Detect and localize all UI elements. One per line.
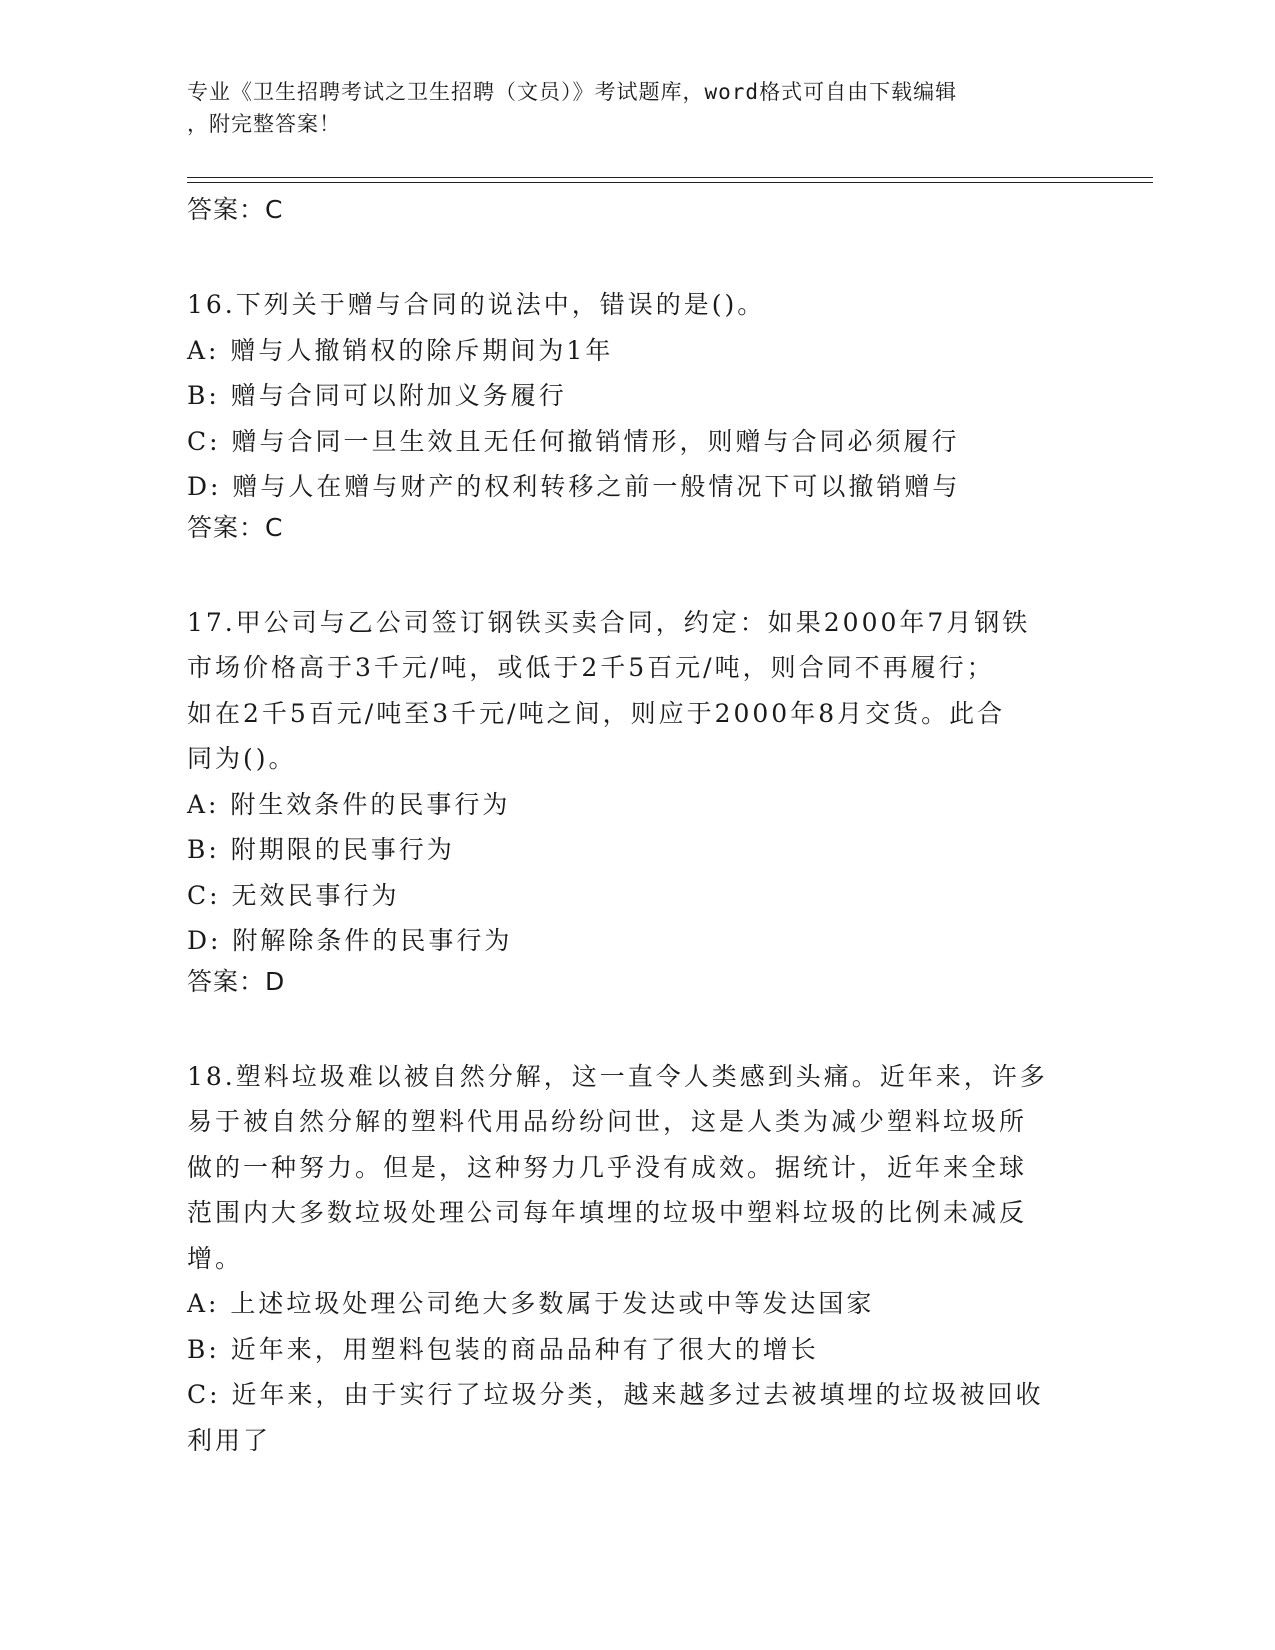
question-text: 做的一种努力。但是，这种努力几乎没有成效。据统计，近年来全球	[187, 1152, 1028, 1182]
option-b: B: 赠与合同可以附加义务履行	[187, 381, 567, 410]
spacer	[187, 1000, 1087, 1054]
option-b: B: 附期限的民事行为	[187, 835, 455, 864]
option-d: D: 附解除条件的民事行为	[187, 926, 513, 955]
question-text: 范围内大多数垃圾处理公司每年填埋的垃圾中塑料垃圾的比例未减反	[187, 1198, 1028, 1227]
spacer	[187, 546, 1087, 600]
question-text: 增。	[187, 1243, 244, 1273]
spacer	[187, 228, 1087, 282]
option-b: B: 近年来，用塑料包装的商品品种有了很大的增长	[187, 1334, 819, 1364]
header-line-2: ，附完整答案！	[187, 112, 341, 136]
answer-label: 答案：C	[187, 512, 284, 542]
header-rule-bottom	[187, 182, 1153, 183]
question-text: 市场价格高于3千元/吨，或低于2千5百元/吨，则合同不再履行；	[187, 653, 995, 682]
question-18	[187, 1054, 1087, 1464]
option-a: A: 附生效条件的民事行为	[187, 789, 511, 819]
question-text: 易于被自然分解的塑料代用品纷纷问世，这是人类为减少塑料垃圾所	[187, 1107, 1028, 1136]
answer-label: 答案：C	[187, 195, 284, 224]
option-d: D: 赠与人在赠与财产的权利转移之前一般情况下可以撤销赠与	[187, 472, 961, 501]
header-rule-top	[187, 177, 1153, 178]
question-17	[187, 600, 1087, 1000]
question-text: 16.下列关于赠与合同的说法中，错误的是()。	[187, 290, 766, 319]
question-text: 17.甲公司与乙公司签订钢铁买卖合同，约定：如果2000年7月钢铁	[187, 607, 1031, 637]
question-text: 如在2千5百元/吨至3千元/吨之间，则应于2000年8月交货。此合	[187, 698, 1006, 728]
option-a: A: 上述垃圾处理公司绝大多数属于发达或中等发达国家	[187, 1289, 875, 1318]
option-c: C: 赠与合同一旦生效且无任何撤销情形，则赠与合同必须履行	[187, 426, 960, 456]
question-text: 18.塑料垃圾难以被自然分解，这一直令人类感到头痛。近年来，许多	[187, 1061, 1048, 1091]
question-text: 同为()。	[187, 744, 297, 773]
question-16	[187, 282, 1087, 546]
option-c: C: 近年来，由于实行了垃圾分类，越来越多过去被填埋的垃圾被回收	[187, 1380, 1044, 1409]
option-c-continued: 利用了	[187, 1425, 272, 1455]
answer-label: 答案：D	[187, 966, 286, 996]
header-line-1: 专业《卫生招聘考试之卫生招聘（文员）》考试题库，word格式可自由下载编辑	[187, 80, 958, 104]
question-list	[187, 192, 1087, 1463]
option-a: A: 赠与人撤销权的除斥期间为1年	[187, 335, 614, 365]
option-c: C: 无效民事行为	[187, 880, 400, 910]
document-header	[187, 76, 1067, 140]
